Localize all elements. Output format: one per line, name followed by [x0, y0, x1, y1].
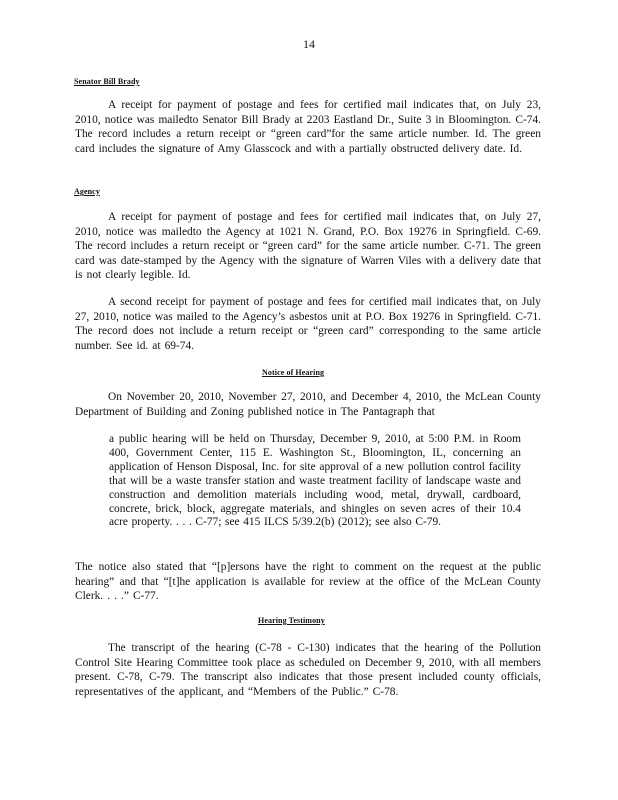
paragraph-text: The transcript of the hearing (C-78 - C-130) indicates that the hearing of the Pollution Control Site Hearing Committee took place as scheduled on December 9, 2010, with all members present. C-78, C-79. The transcript also indicates that those present included county officials, representatives of the applicant, and “Members of the Public.” C-78. — [75, 642, 541, 698]
paragraph-agency-1 — [75, 210, 541, 283]
section-heading-notice-of-hearing: Notice of Hearing — [262, 368, 325, 377]
paragraph-hearing-testimony — [75, 641, 541, 699]
paragraph-notice-statement: The notice also stated that “[p]ersons have the right to comment on the request at the public hearing” and that “[t]he application is available for review at the office of the McLean County Clerk. . . .” C-77. — [75, 561, 541, 603]
section-heading-agency: Agency — [74, 187, 100, 196]
paragraph-agency-2 — [75, 295, 541, 353]
section-heading-senator-brady: Senator Bill Brady — [74, 77, 140, 86]
page-number: 14 — [303, 37, 315, 51]
block-quote-notice: a public hearing will be held on Thursday, December 9, 2010, at 5:00 P.M. in Room 400, Government Center, 115 E. Washington St., Bloomington, IL, concerning an application of Henson Disposal, Inc. for site approval of a new pollution control facility that will be a waste transfer station and waste treatment facility of landscape waste and construction and demolition materials including wood, metal, drywall, cardboard, concrete, brick, block, aggregate materials, and shingles on seven acres of their 10.4 acre property. . . . C-77; see 415 ILCS 5/39.2(b) (2012); see also C-79. — [109, 433, 521, 529]
paragraph-text: On November 20, 2010, November 27, 2010, and December 4, 2010, the McLean County Department of Building and Zoning published notice in The Pantagraph that — [75, 391, 541, 418]
section-heading-hearing-testimony: Hearing Testimony — [258, 616, 325, 625]
paragraph-notice — [75, 390, 541, 419]
paragraph-text: A receipt for payment of postage and fees for certified mail indicates that, on July 23, 2010, notice was mailedto Senator Bill Brady at 2203 Eastland Dr., Suite 3 in Bloomington. C-74. The record includes a return receipt or “green card”for the same article number. Id. The green card includes the signature of Amy Glasscock and with a partially obstructed delivery date. Id. — [75, 99, 541, 155]
paragraph-text: A receipt for payment of postage and fees for certified mail indicates that, on July 27, 2010, notice was mailedto the Agency at 1021 N. Grand, P.O. Box 19276 in Springfield. C-69. The record includes a return receipt or “green card” for the same article number. C-71. The green card was date-stamped by the Agency with the signature of Warren Viles with a delivery date that is not clearly legible. Id. — [75, 211, 541, 282]
paragraph-senator-brady — [75, 98, 541, 156]
paragraph-text: A second receipt for payment of postage and fees for certified mail indicates that, on July 27, 2010, notice was mailed to the Agency’s asbestos unit at P.O. Box 19276 in Springfield. C-71. The record does not include a return receipt or “green card” corresponding to the same article number. See id. at 69-74. — [75, 296, 541, 352]
